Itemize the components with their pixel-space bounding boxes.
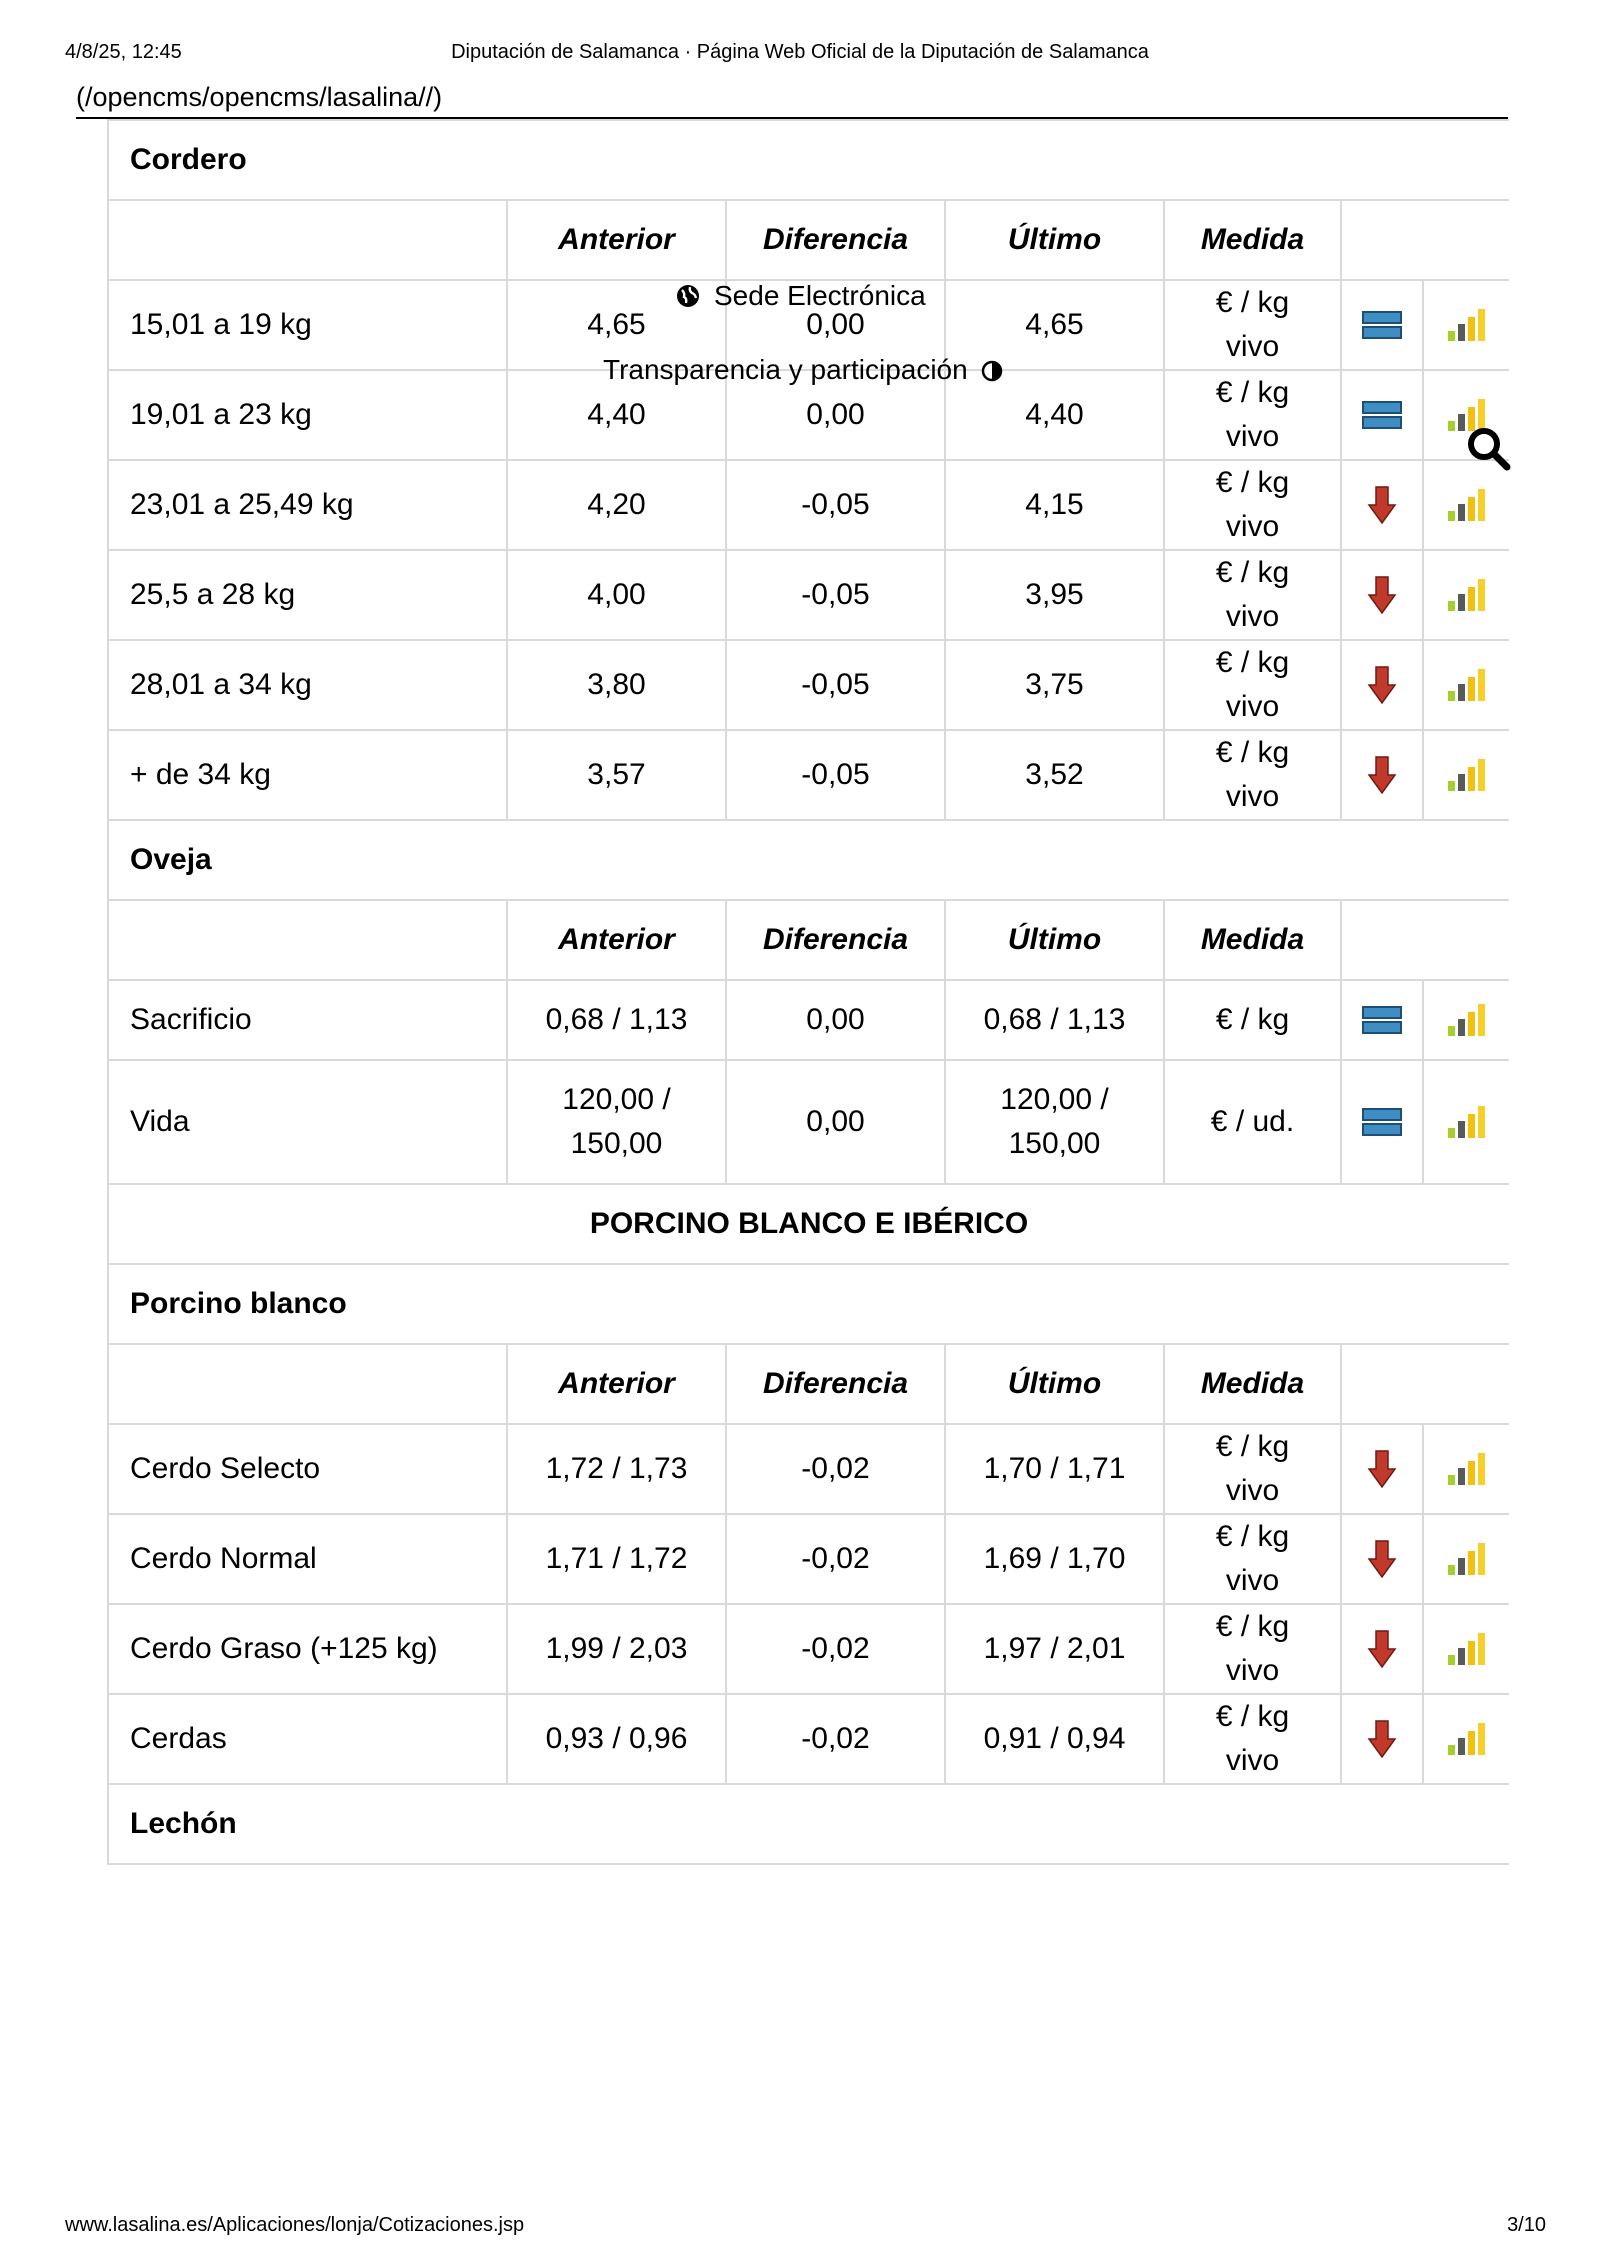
down-arrow-icon <box>1367 1449 1397 1489</box>
cell-medida: € / kg <box>1164 980 1341 1060</box>
cell-anterior: 0,68 / 1,13 <box>507 980 726 1060</box>
row-label: Cerdo Normal <box>108 1514 507 1604</box>
trend-cell <box>1341 1604 1423 1694</box>
chart-bars-icon <box>1446 307 1488 343</box>
table-row <box>108 1604 1509 1694</box>
column-header-row <box>108 200 1509 280</box>
header-icons-blank <box>1341 900 1509 980</box>
cell-anterior: 1,71 / 1,72 <box>507 1514 726 1604</box>
down-arrow-icon <box>1367 1719 1397 1759</box>
chart-bars-icon <box>1446 667 1488 703</box>
header-blank <box>108 200 507 280</box>
cell-medida: € / kg vivo <box>1164 550 1341 640</box>
header-diferencia: Diferencia <box>726 200 945 280</box>
table-row <box>108 640 1509 730</box>
cell-ultimo: 1,69 / 1,70 <box>945 1514 1164 1604</box>
down-arrow-icon <box>1367 1629 1397 1669</box>
row-label: 28,01 a 34 kg <box>108 640 507 730</box>
row-label: 25,5 a 28 kg <box>108 550 507 640</box>
column-header-row <box>108 1344 1509 1424</box>
chart-link-cell[interactable] <box>1423 640 1509 730</box>
down-arrow-icon <box>1367 575 1397 615</box>
header-icons-blank <box>1341 1344 1509 1424</box>
trend-cell <box>1341 370 1423 460</box>
trend-cell <box>1341 1060 1423 1184</box>
chart-bars-icon <box>1446 577 1488 613</box>
trend-cell <box>1341 640 1423 730</box>
header-diferencia: Diferencia <box>726 1344 945 1424</box>
cell-anterior: 3,57 <box>507 730 726 820</box>
table-row <box>108 980 1509 1060</box>
trend-cell <box>1341 1514 1423 1604</box>
print-page-title: Diputación de Salamanca · Página Web Oficial de la Diputación de Salamanca <box>451 41 1149 63</box>
print-page-number: 3/10 <box>1507 2214 1546 2236</box>
cell-medida: € / kg vivo <box>1164 1604 1341 1694</box>
chart-link-cell[interactable] <box>1423 980 1509 1060</box>
cell-diferencia: 0,00 <box>726 1060 945 1184</box>
cell-anterior: 4,20 <box>507 460 726 550</box>
cell-ultimo: 0,68 / 1,13 <box>945 980 1164 1060</box>
row-label: Vida <box>108 1060 507 1184</box>
cell-medida: € / kg vivo <box>1164 1514 1341 1604</box>
equal-icon <box>1362 310 1402 340</box>
header-anterior: Anterior <box>507 1344 726 1424</box>
home-link[interactable]: (/opencms/opencms/lasalina//) <box>76 82 443 112</box>
cell-anterior: 1,99 / 2,03 <box>507 1604 726 1694</box>
group-title-row <box>108 1184 1509 1264</box>
cell-ultimo: 3,52 <box>945 730 1164 820</box>
row-label: 23,01 a 25,49 kg <box>108 460 507 550</box>
down-arrow-icon <box>1367 665 1397 705</box>
trend-cell <box>1341 280 1423 370</box>
cell-ultimo: 4,15 <box>945 460 1164 550</box>
cell-anterior: 3,80 <box>507 640 726 730</box>
row-label: Cerdo Selecto <box>108 1424 507 1514</box>
chart-link-cell[interactable] <box>1423 1424 1509 1514</box>
cell-ultimo: 0,91 / 0,94 <box>945 1694 1164 1784</box>
chart-link-cell[interactable] <box>1423 550 1509 640</box>
chart-bars-icon <box>1446 1002 1488 1038</box>
cell-diferencia: 0,00 <box>726 280 945 370</box>
cell-medida: € / kg vivo <box>1164 460 1341 550</box>
chart-link-cell[interactable] <box>1423 1060 1509 1184</box>
transparencia-link[interactable] <box>603 354 1003 386</box>
cell-anterior: 4,00 <box>507 550 726 640</box>
chart-link-cell[interactable] <box>1423 1694 1509 1784</box>
row-label: 15,01 a 19 kg <box>108 280 507 370</box>
equal-icon <box>1362 1005 1402 1035</box>
row-label: Sacrificio <box>108 980 507 1060</box>
header-ultimo: Último <box>945 200 1164 280</box>
row-label: Cerdas <box>108 1694 507 1784</box>
table-row <box>108 1514 1509 1604</box>
print-datetime: 4/8/25, 12:45 <box>65 41 182 63</box>
cell-medida: € / kg vivo <box>1164 1424 1341 1514</box>
cell-medida: € / kg vivo <box>1164 280 1341 370</box>
equal-icon <box>1362 1107 1402 1137</box>
chart-bars-icon <box>1446 1451 1488 1487</box>
header-medida: Medida <box>1164 200 1341 280</box>
cell-anterior: 4,40 <box>507 370 726 460</box>
header-blank <box>108 1344 507 1424</box>
header-medida: Medida <box>1164 900 1341 980</box>
trend-cell <box>1341 460 1423 550</box>
cell-anterior: 120,00 / 150,00 <box>507 1060 726 1184</box>
cell-diferencia: -0,05 <box>726 640 945 730</box>
section-lechon <box>108 1784 1509 1864</box>
cell-ultimo: 1,70 / 1,71 <box>945 1424 1164 1514</box>
cell-medida: € / kg vivo <box>1164 1694 1341 1784</box>
chart-bars-icon <box>1446 1541 1488 1577</box>
cell-diferencia: 0,00 <box>726 370 945 460</box>
header-medida: Medida <box>1164 1344 1341 1424</box>
chart-bars-icon <box>1446 1631 1488 1667</box>
sede-electronica-link[interactable] <box>676 280 926 312</box>
cell-diferencia: 0,00 <box>726 980 945 1060</box>
contrast-icon <box>981 360 1003 382</box>
search-icon <box>1466 426 1512 472</box>
cell-ultimo: 4,65 <box>945 280 1164 370</box>
globe-icon <box>676 284 700 308</box>
row-label: Cerdo Graso (+125 kg) <box>108 1604 507 1694</box>
transparencia-label: Transparencia y participación <box>603 354 968 385</box>
chart-link-cell[interactable] <box>1423 280 1509 370</box>
cell-ultimo: 120,00 / 150,00 <box>945 1060 1164 1184</box>
table-row <box>108 1424 1509 1514</box>
cell-diferencia: -0,05 <box>726 460 945 550</box>
section-title-label: Cordero <box>108 120 1509 200</box>
header-anterior: Anterior <box>507 900 726 980</box>
group-title-label: PORCINO BLANCO E IBÉRICO <box>108 1184 1509 1264</box>
trend-cell <box>1341 550 1423 640</box>
section-oveja <box>108 820 1509 900</box>
trend-cell <box>1341 1424 1423 1514</box>
header-ultimo: Último <box>945 900 1164 980</box>
table-row <box>108 550 1509 640</box>
down-arrow-icon <box>1367 1539 1397 1579</box>
chart-link-cell[interactable] <box>1423 1514 1509 1604</box>
header-anterior: Anterior <box>507 200 726 280</box>
cell-diferencia: -0,02 <box>726 1424 945 1514</box>
header-icons-blank <box>1341 200 1509 280</box>
cell-diferencia: -0,02 <box>726 1694 945 1784</box>
cell-medida: € / kg vivo <box>1164 370 1341 460</box>
cell-diferencia: -0,05 <box>726 730 945 820</box>
section-title-label: Porcino blanco <box>108 1264 1509 1344</box>
chart-bars-icon <box>1446 1721 1488 1757</box>
table-row <box>108 1060 1509 1184</box>
table-row <box>108 1694 1509 1784</box>
cell-anterior: 4,65 <box>507 280 726 370</box>
cell-medida: € / kg vivo <box>1164 730 1341 820</box>
trend-cell <box>1341 980 1423 1060</box>
chart-link-cell[interactable] <box>1423 730 1509 820</box>
cell-medida: € / kg vivo <box>1164 640 1341 730</box>
column-header-row <box>108 900 1509 980</box>
section-title-label: Oveja <box>108 820 1509 900</box>
section-cordero <box>108 120 1509 200</box>
cell-diferencia: -0,05 <box>726 550 945 640</box>
table-row <box>108 730 1509 820</box>
cell-ultimo: 1,97 / 2,01 <box>945 1604 1164 1694</box>
cell-medida: € / ud. <box>1164 1060 1341 1184</box>
search-button[interactable] <box>1466 426 1512 477</box>
cell-ultimo: 4,40 <box>945 370 1164 460</box>
cell-diferencia: -0,02 <box>726 1514 945 1604</box>
chart-bars-icon <box>1446 757 1488 793</box>
chart-bars-icon <box>1446 1104 1488 1140</box>
row-label: 19,01 a 23 kg <box>108 370 507 460</box>
cell-anterior: 1,72 / 1,73 <box>507 1424 726 1514</box>
sede-electronica-label: Sede Electrónica <box>714 280 926 311</box>
trend-cell <box>1341 730 1423 820</box>
section-title-label: Lechón <box>108 1784 1509 1864</box>
equal-icon <box>1362 400 1402 430</box>
header-diferencia: Diferencia <box>726 900 945 980</box>
trend-cell <box>1341 1694 1423 1784</box>
header-blank <box>108 900 507 980</box>
down-arrow-icon <box>1367 485 1397 525</box>
cell-anterior: 0,93 / 0,96 <box>507 1694 726 1784</box>
section-porcino-blanco <box>108 1264 1509 1344</box>
header-ultimo: Último <box>945 1344 1164 1424</box>
cell-diferencia: -0,02 <box>726 1604 945 1694</box>
table-row <box>108 460 1509 550</box>
down-arrow-icon <box>1367 755 1397 795</box>
row-label: + de 34 kg <box>108 730 507 820</box>
chart-bars-icon <box>1446 487 1488 523</box>
print-footer-url: www.lasalina.es/Aplicaciones/lonja/Cotizaciones.jsp <box>65 2214 525 2236</box>
chart-link-cell[interactable] <box>1423 1604 1509 1694</box>
quotes-table-frame <box>107 119 1509 2203</box>
cell-ultimo: 3,75 <box>945 640 1164 730</box>
cell-ultimo: 3,95 <box>945 550 1164 640</box>
